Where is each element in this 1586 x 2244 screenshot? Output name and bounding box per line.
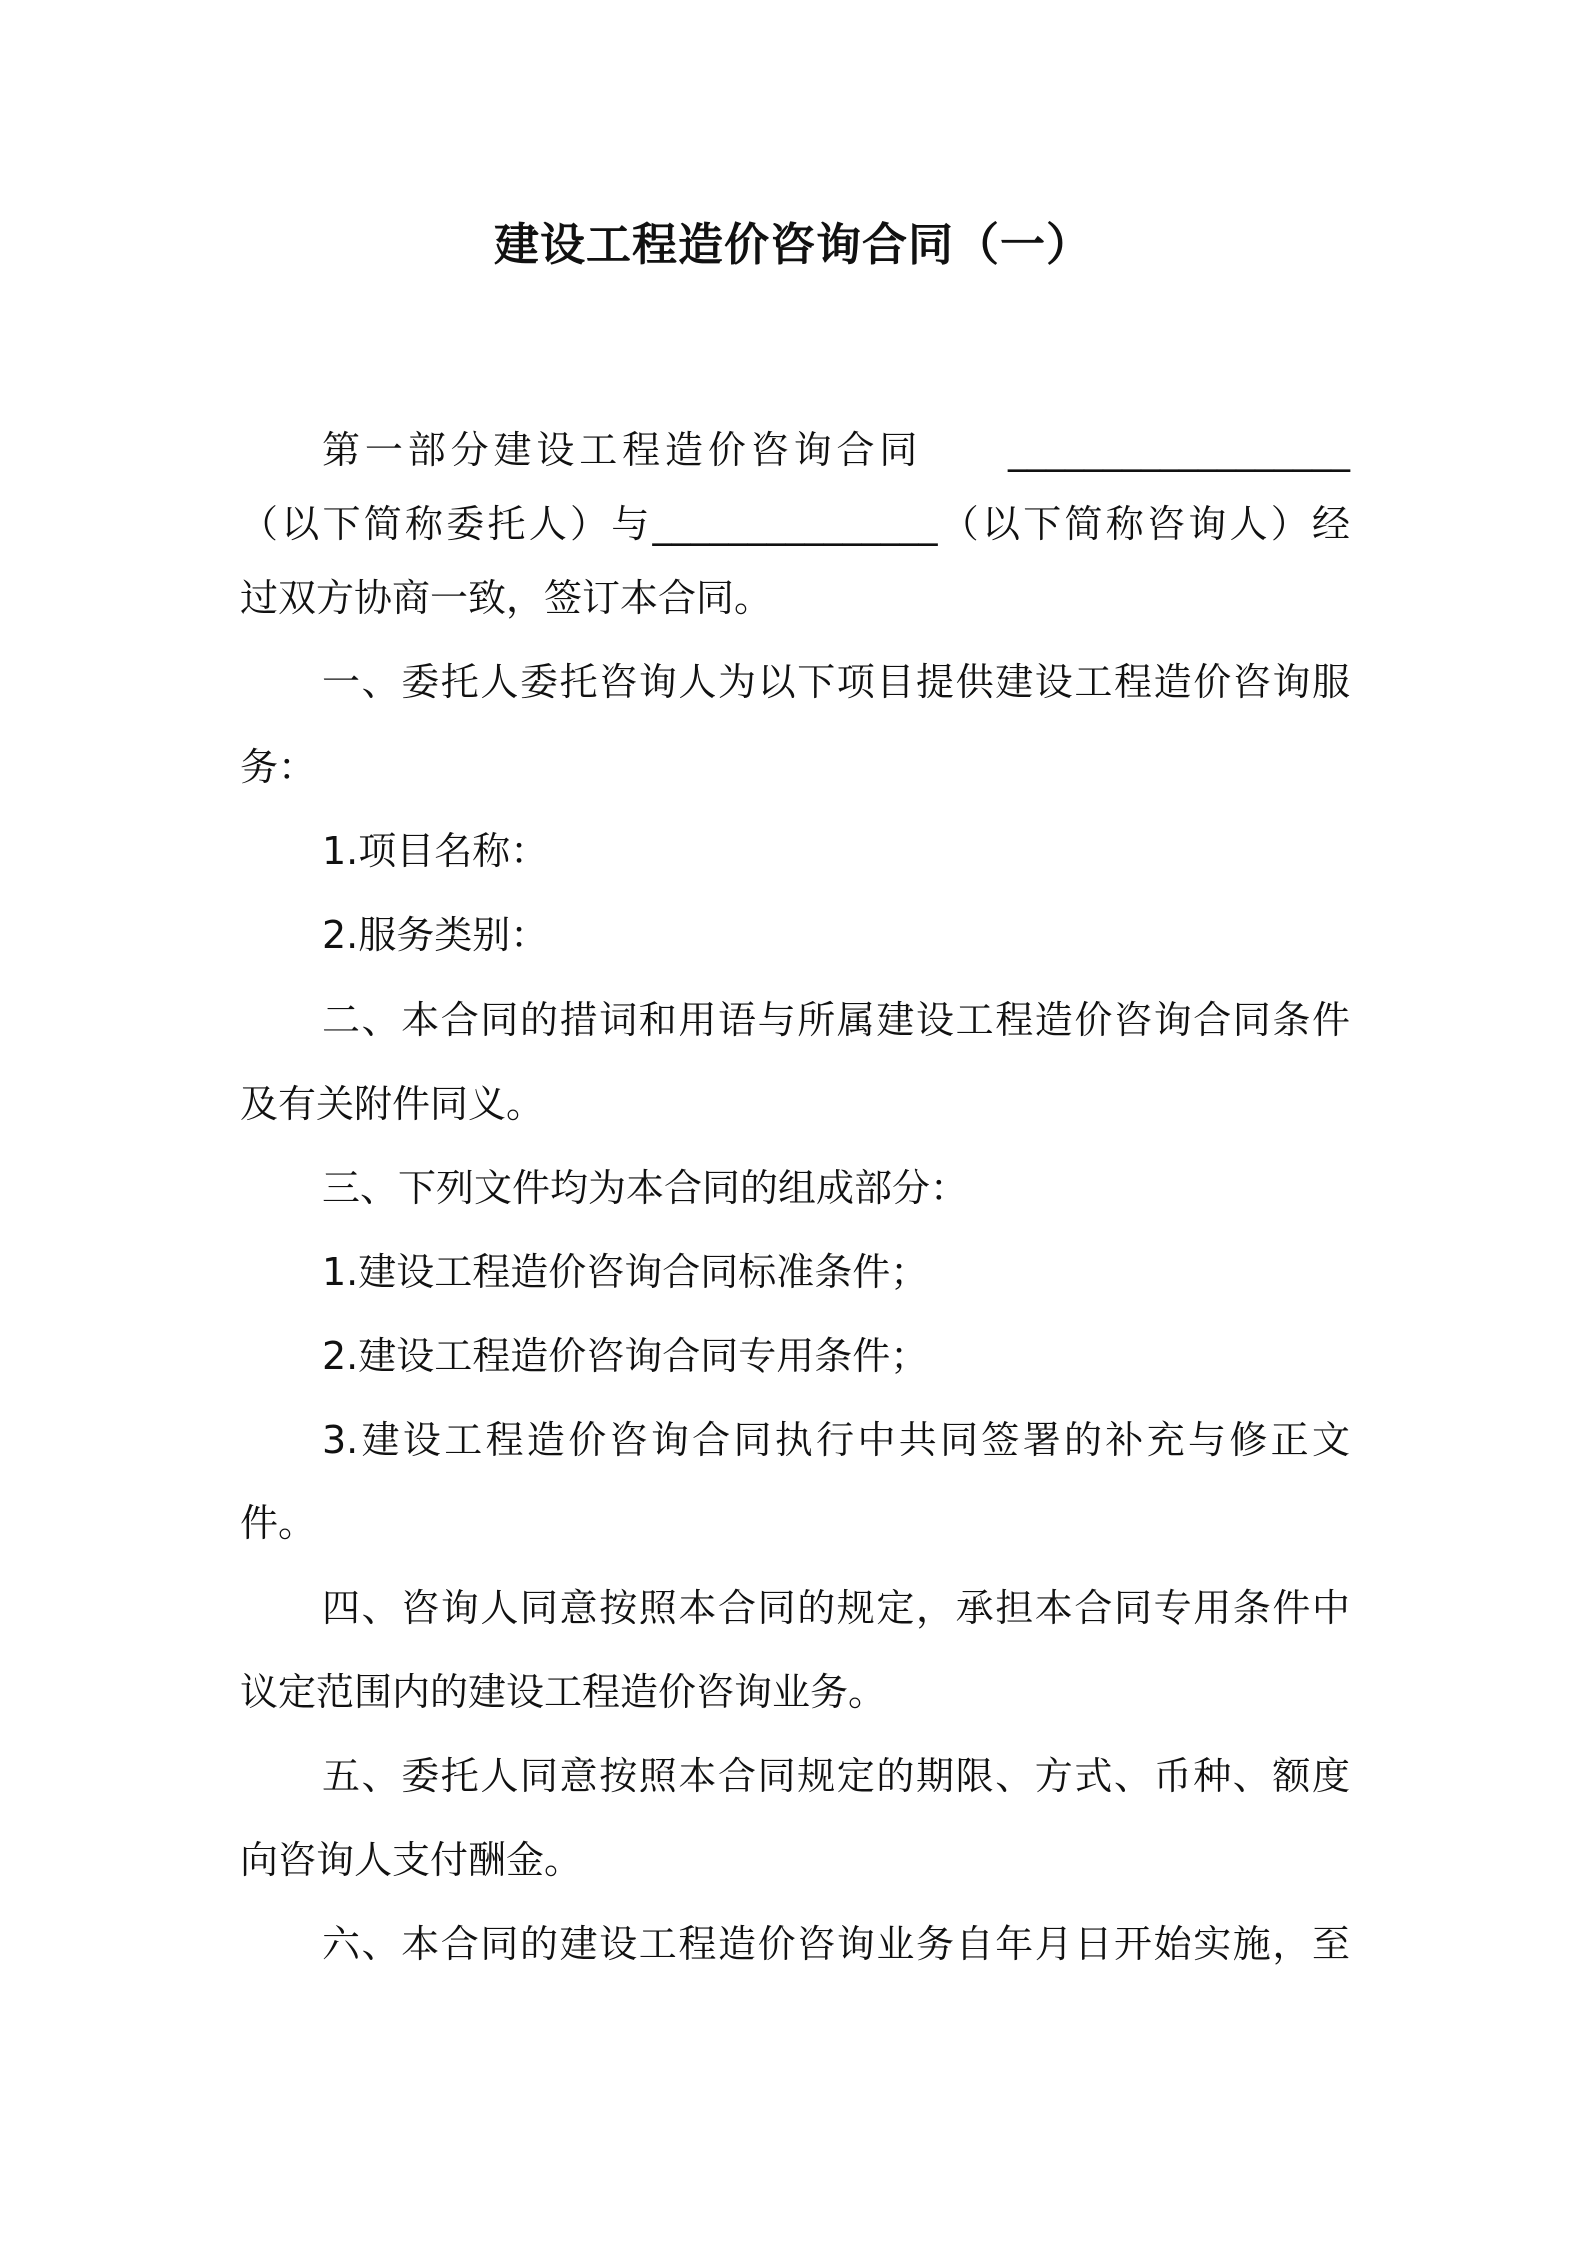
text-line: 过双方协商一致，签订本合同。 <box>240 576 773 620</box>
text-line: 1.项目名称： <box>322 829 549 873</box>
text-line: （以下简称委托人）与_______________（以下简称咨询人）经 <box>240 502 1350 546</box>
text-line: 1.建设工程造价咨询合同标准条件； <box>322 1250 929 1294</box>
page-title: 建设工程造价咨询合同（一） <box>493 218 1092 271</box>
text-line: 向咨询人支付酬金。 <box>240 1838 583 1882</box>
text-line: 一、委托人委托咨询人为以下项目提供建设工程造价咨询服 <box>322 660 1350 704</box>
text-line: 3.建设工程造价咨询合同执行中共同签署的补充与修正文 <box>322 1418 1350 1462</box>
text-line: 2.建设工程造价咨询合同专用条件； <box>322 1334 929 1378</box>
text-line: 三、下列文件均为本合同的组成部分： <box>322 1166 969 1210</box>
text-line: 及有关附件同义。 <box>240 1082 545 1126</box>
text-line: 二、本合同的措词和用语与所属建设工程造价咨询合同条件 <box>322 998 1350 1042</box>
text-line: 2.服务类别： <box>322 913 549 957</box>
text-line: 四、咨询人同意按照本合同的规定，承担本合同专用条件中 <box>322 1586 1350 1630</box>
text-line: 务： <box>240 745 317 789</box>
text-line: 六、本合同的建设工程造价咨询业务自年月日开始实施，至 <box>322 1922 1350 1966</box>
text-line: 议定范围内的建设工程造价咨询业务。 <box>240 1670 887 1714</box>
text-line: 五、委托人同意按照本合同规定的期限、方式、币种、额度 <box>322 1754 1350 1798</box>
text-line: 第一部分建设工程造价咨询合同 __________________ <box>322 428 1350 472</box>
text-line: 件。 <box>240 1501 317 1545</box>
